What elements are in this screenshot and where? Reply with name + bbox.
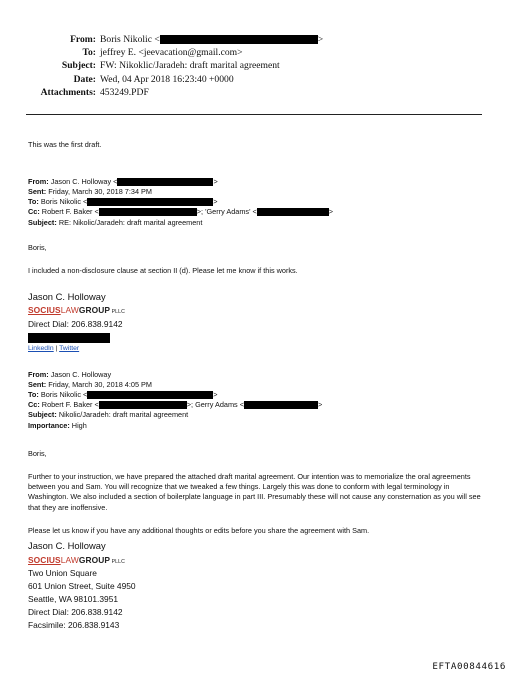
- sig2-name: Jason C. Holloway: [28, 540, 106, 551]
- email1-greeting: Boris,: [28, 243, 47, 252]
- sig1-name: Jason C. Holloway: [28, 291, 106, 302]
- redaction: [244, 401, 318, 409]
- email1-body: I included a non-disclosure clause at section II (d). Please let me know if this works.: [28, 266, 298, 275]
- sig2-address-line1: Two Union Square: [28, 568, 97, 578]
- email2-body: Further to your instruction, we have prepared the attached draft marital agreement. Our intention was to memorialize the oral agreements between you and Sam. You will recognize that we tweaked a few things. Largely this was done to conform with legal terminology in Washington. We also included a section of boilerplate language in part III. Presumably these will not cause any consternation as you will see that they are inoffensive.: [28, 472, 481, 512]
- redaction: [99, 208, 197, 216]
- sig2-firm-logo: SOCIUSLAWGROUP PLLC: [28, 555, 125, 565]
- to-value: jeffrey E. <jeevacation@gmail.com>: [100, 47, 243, 58]
- redaction: [87, 198, 213, 206]
- date-label: Date:: [73, 74, 96, 85]
- linkedin-link[interactable]: LinkedIn: [28, 345, 54, 352]
- subject-value: FW: Nikoklic/Jaradeh: draft marital agreement: [100, 60, 280, 71]
- email2-importance: Importance: High: [28, 421, 87, 430]
- from-value: Boris Nikolic < >: [100, 34, 324, 45]
- sig2-address-line3: Seattle, WA 98101.3951: [28, 594, 119, 604]
- redaction: [117, 178, 213, 186]
- sig2-facsimile: Facsimile: 206.838.9143: [28, 620, 120, 630]
- email2-from: From: Jason C. Holloway: [28, 370, 112, 379]
- redaction: [28, 333, 110, 343]
- email2-greeting: Boris,: [28, 449, 47, 458]
- from-label: From:: [70, 34, 96, 45]
- email2-closing: Please let us know if you have any additional thoughts or edits before you share the agreement with Sam.: [28, 526, 370, 535]
- attachments-value[interactable]: 453249.PDF: [100, 87, 149, 98]
- attachments-label: Attachments:: [40, 87, 96, 98]
- email2-subject: Subject: Nikolic/Jaradeh: draft marital agreement: [28, 410, 189, 419]
- email2-sent: Sent: Friday, March 30, 2018 4:05 PM: [28, 380, 152, 389]
- date-value: Wed, 04 Apr 2018 16:23:40 +0000: [100, 74, 234, 85]
- email1-cc: Cc: Robert F. Baker < >; 'Gerry Adams' < >: [28, 207, 334, 216]
- redaction: [99, 401, 187, 409]
- intro-text: This was the first draft.: [28, 140, 102, 149]
- sig1-firm-logo: SOCIUSLAWGROUP PLLC: [28, 305, 125, 315]
- email2-cc: Cc: Robert F. Baker < >; Gerry Adams < >: [28, 400, 323, 409]
- email-header: [0, 33, 512, 103]
- email1-to: To: Boris Nikolic < >: [28, 197, 218, 206]
- sig1-direct-dial: Direct Dial: 206.838.9142: [28, 319, 123, 329]
- redaction: [87, 391, 213, 399]
- subject-label: Subject:: [61, 60, 96, 71]
- email1-sent: Sent: Friday, March 30, 2018 7:34 PM: [28, 187, 152, 196]
- email1-from: From: Jason C. Holloway < >: [28, 177, 218, 186]
- bates-number: EFTA00844616: [432, 661, 506, 672]
- redaction: [160, 35, 318, 44]
- sig2-direct-dial: Direct Dial: 206.838.9142: [28, 607, 123, 617]
- sig2-address-line2: 601 Union Street, Suite 4950: [28, 581, 136, 591]
- sig1-social-links: LinkedIn | Twitter: [28, 345, 80, 352]
- header-divider: [26, 114, 482, 115]
- email2-to: To: Boris Nikolic < >: [28, 390, 218, 399]
- twitter-link[interactable]: Twitter: [59, 345, 80, 352]
- redaction: [257, 208, 329, 216]
- email1-subject: Subject: RE: Nikolic/Jaradeh: draft marital agreement: [28, 218, 203, 227]
- to-label: To:: [82, 47, 96, 58]
